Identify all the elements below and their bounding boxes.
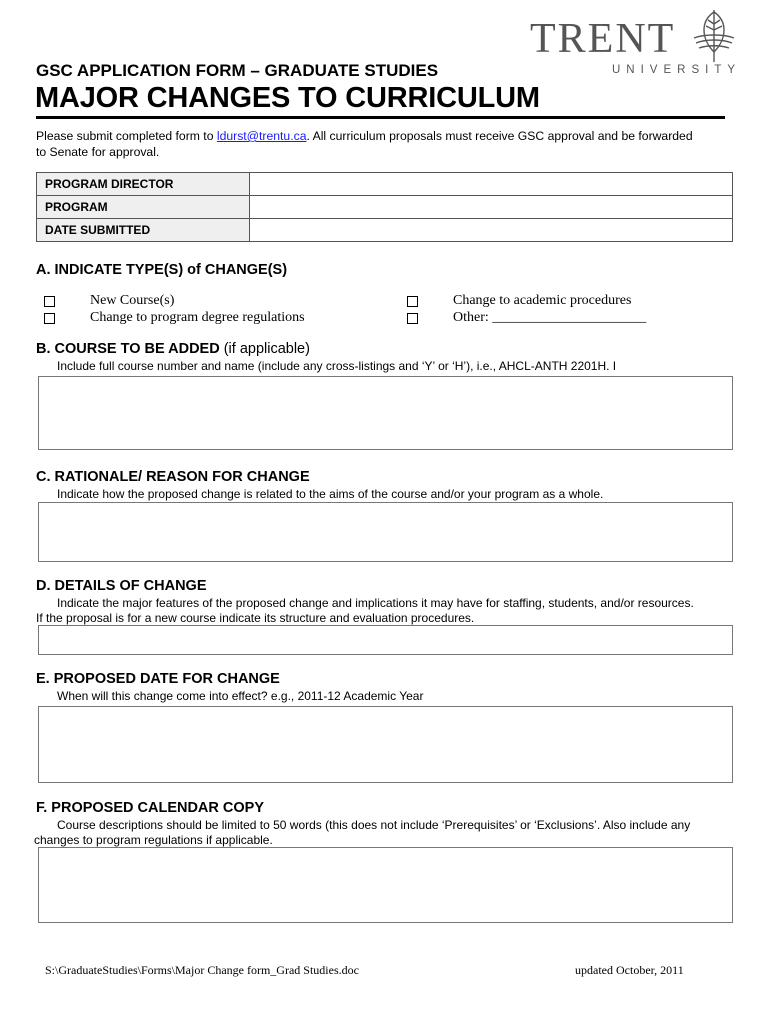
program-field[interactable] — [250, 196, 733, 219]
new-course-checkbox[interactable] — [44, 296, 55, 307]
date-submitted-field[interactable] — [250, 219, 733, 242]
program-regulations-checkbox[interactable] — [44, 313, 55, 324]
section-a-heading: A. INDICATE TYPE(S) of CHANGE(S) — [36, 262, 288, 278]
section-b-instruction: Include full course number and name (include any cross-listings and ‘Y’ or ‘H’), i.e., AHCL-ANTH 2201H. I — [57, 359, 617, 373]
logo-subtitle: UNIVERSITY — [612, 64, 742, 76]
proposed-date-field[interactable] — [38, 706, 733, 783]
other-label: Other: ______________________ — [453, 310, 647, 325]
section-f-heading: F. PROPOSED CALENDAR COPY — [36, 800, 264, 816]
program-regulations-label: Change to program degree regulations — [90, 310, 305, 325]
table-row — [37, 219, 733, 242]
section-d-instruction-line2: If the proposal is for a new course indicate its structure and evaluation procedures. — [36, 611, 475, 625]
section-b-heading — [36, 341, 310, 357]
section-d-instruction — [36, 596, 736, 626]
logo-wordmark: TRENT — [530, 16, 676, 62]
other-checkbox[interactable] — [407, 313, 418, 324]
date-submitted-label: DATE SUBMITTED — [37, 219, 250, 242]
section-c-heading: C. RATIONALE/ REASON FOR CHANGE — [36, 469, 310, 485]
form-subtitle: GSC APPLICATION FORM – GRADUATE STUDIES — [36, 61, 439, 80]
calendar-copy-field[interactable] — [38, 847, 733, 923]
section-c-instruction: Indicate how the proposed change is related to the aims of the course and/or your program as a whole. — [57, 487, 604, 501]
email-link[interactable]: ldurst@trentu.ca — [216, 129, 307, 143]
footer-file-path: S:\GraduateStudies\Forms\Major Change form_Grad Studies.doc — [45, 963, 359, 977]
academic-procedures-label: Change to academic procedures — [453, 293, 632, 308]
intro-text — [36, 128, 726, 160]
footer-updated: updated October, 2011 — [575, 963, 684, 977]
program-director-field[interactable] — [250, 173, 733, 196]
program-info-table — [36, 172, 733, 242]
table-row — [37, 173, 733, 196]
intro-text-after: . All curriculum proposals must receive GSC approval and be forwarded — [306, 129, 693, 143]
intro-text-line2: to Senate for approval. — [36, 145, 160, 159]
section-f-instruction — [34, 818, 734, 848]
section-b-heading-text: B. COURSE TO BE ADDED — [36, 341, 220, 357]
section-e-instruction: When will this change come into effect? e.g., 2011-12 Academic Year — [57, 689, 424, 703]
section-b-heading-note: (if applicable) — [219, 341, 310, 357]
section-d-heading: D. DETAILS OF CHANGE — [36, 578, 207, 594]
section-f-instruction-line1: Course descriptions should be limited to 50 words (this does not include ‘Prerequisites’ or ‘Exclusions’. Also include any — [57, 818, 691, 832]
section-f-instruction-line2: changes to program regulations if applicable. — [34, 833, 273, 847]
program-label: PROGRAM — [37, 196, 250, 219]
intro-text-before: Please submit completed form to — [36, 129, 217, 143]
details-of-change-field[interactable] — [38, 625, 733, 655]
rationale-field[interactable] — [38, 502, 733, 562]
program-director-label: PROGRAM DIRECTOR — [37, 173, 250, 196]
new-course-label: New Course(s) — [90, 293, 175, 308]
page-title: MAJOR CHANGES TO CURRICULUM — [35, 82, 540, 114]
trent-emblem-icon — [690, 8, 738, 66]
section-d-instruction-line1: Indicate the major features of the proposed change and implications it may have for staffing, students, and/or resources. — [57, 596, 694, 610]
section-e-heading: E. PROPOSED DATE FOR CHANGE — [36, 671, 280, 687]
course-to-be-added-field[interactable] — [38, 376, 733, 450]
table-row — [37, 196, 733, 219]
title-divider — [36, 116, 725, 119]
academic-procedures-checkbox[interactable] — [407, 296, 418, 307]
